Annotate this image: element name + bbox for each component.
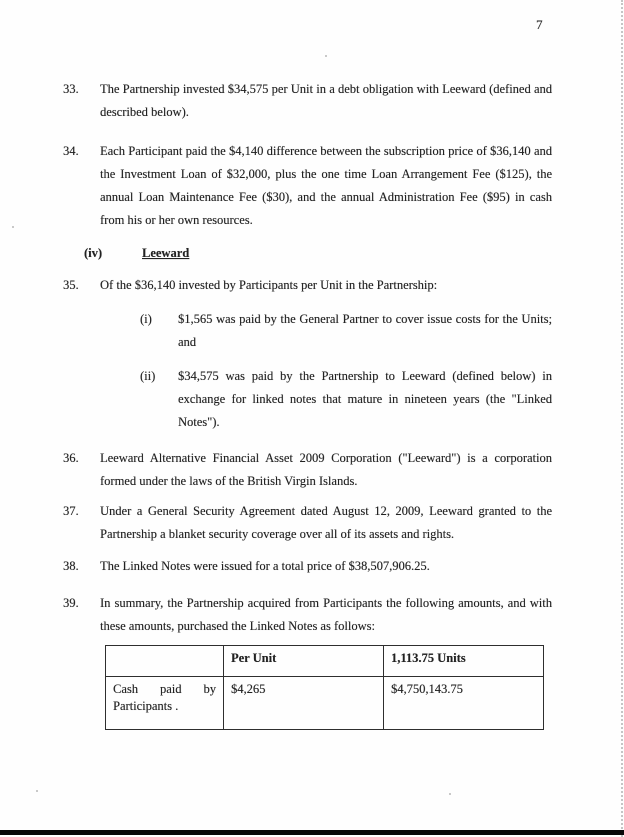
paragraph-34	[0, 140, 624, 232]
paragraph-text: Under a General Security Agreement dated August 12, 2009, Leeward granted to the Partnership a blanket security coverage over all of its assets and rights.	[100, 504, 552, 541]
page-number: 7	[536, 17, 543, 32]
section-label: (iv)	[84, 246, 103, 260]
paragraph-39	[0, 592, 624, 638]
paragraph-number: 36.	[63, 451, 79, 465]
scan-speck	[449, 793, 451, 795]
paragraph-text: In summary, the Partnership acquired from Participants the following amounts, and with these amounts, purchased the Linked Notes as follows:	[100, 596, 552, 633]
table-row	[106, 677, 544, 730]
paragraph-35	[0, 274, 624, 297]
section-heading-iv	[84, 242, 624, 265]
table-header-total-units: 1,113.75 Units	[384, 646, 544, 677]
paragraph-text: The Partnership invested $34,575 per Unit in a debt obligation with Leeward (defined and described below).	[100, 82, 552, 119]
table-cell-total: $4,750,143.75	[384, 677, 544, 730]
subitem-ii	[0, 365, 624, 434]
paragraph-number: 33.	[63, 82, 79, 96]
subitem-text: $34,575 was paid by the Partnership to Leeward (defined below) in exchange for linked notes that mature in nineteen years (the "Linked Notes").	[178, 369, 552, 429]
table-header-blank	[106, 646, 224, 677]
paragraph-text: Of the $36,140 invested by Participants per Unit in the Partnership:	[100, 278, 438, 292]
scan-bottom-bar	[0, 830, 624, 835]
paragraph-text: Leeward Alternative Financial Asset 2009 Corporation ("Leeward") is a corporation formed under the laws of the British Virgin Islands.	[100, 451, 552, 488]
paragraph-number: 38.	[63, 559, 79, 573]
scan-edge-artifact	[621, 0, 623, 837]
paragraph-36	[0, 447, 624, 493]
scan-speck	[12, 226, 14, 228]
paragraph-33	[0, 78, 624, 124]
paragraph-text: The Linked Notes were issued for a total price of $38,507,906.25.	[100, 559, 430, 573]
table-header-row	[106, 646, 544, 677]
document-body	[0, 78, 624, 730]
section-title: Leeward	[142, 246, 190, 260]
subitem-label: (ii)	[140, 369, 156, 383]
paragraph-number: 37.	[63, 504, 79, 518]
table-cell-row-label	[106, 677, 224, 730]
row-label-line1: Cash paid by	[113, 682, 216, 696]
paragraph-number: 35.	[63, 278, 79, 292]
paragraph-37	[0, 500, 624, 546]
subitem-i	[0, 308, 624, 354]
subitem-text: $1,565 was paid by the General Partner to cover issue costs for the Units; and	[178, 312, 552, 349]
scan-speck	[325, 55, 327, 57]
table-cell-per-unit: $4,265	[224, 677, 384, 730]
paragraph-text: Each Participant paid the $4,140 difference between the subscription price of $36,140 and the Investment Loan of $32,000, plus the one time Loan Arrangement Fee ($125), the annual Loan Maintenance Fee ($30), and the annual Administration Fee ($95) in cash from his or her own resources.	[100, 144, 552, 227]
row-label-line2: Participants .	[113, 699, 179, 713]
summary-table	[105, 645, 544, 730]
table-header-per-unit: Per Unit	[224, 646, 384, 677]
paragraph-38	[0, 555, 624, 578]
scan-speck	[36, 790, 38, 792]
paragraph-number: 34.	[63, 144, 79, 158]
subitem-label: (i)	[140, 312, 152, 326]
paragraph-number: 39.	[63, 596, 79, 610]
